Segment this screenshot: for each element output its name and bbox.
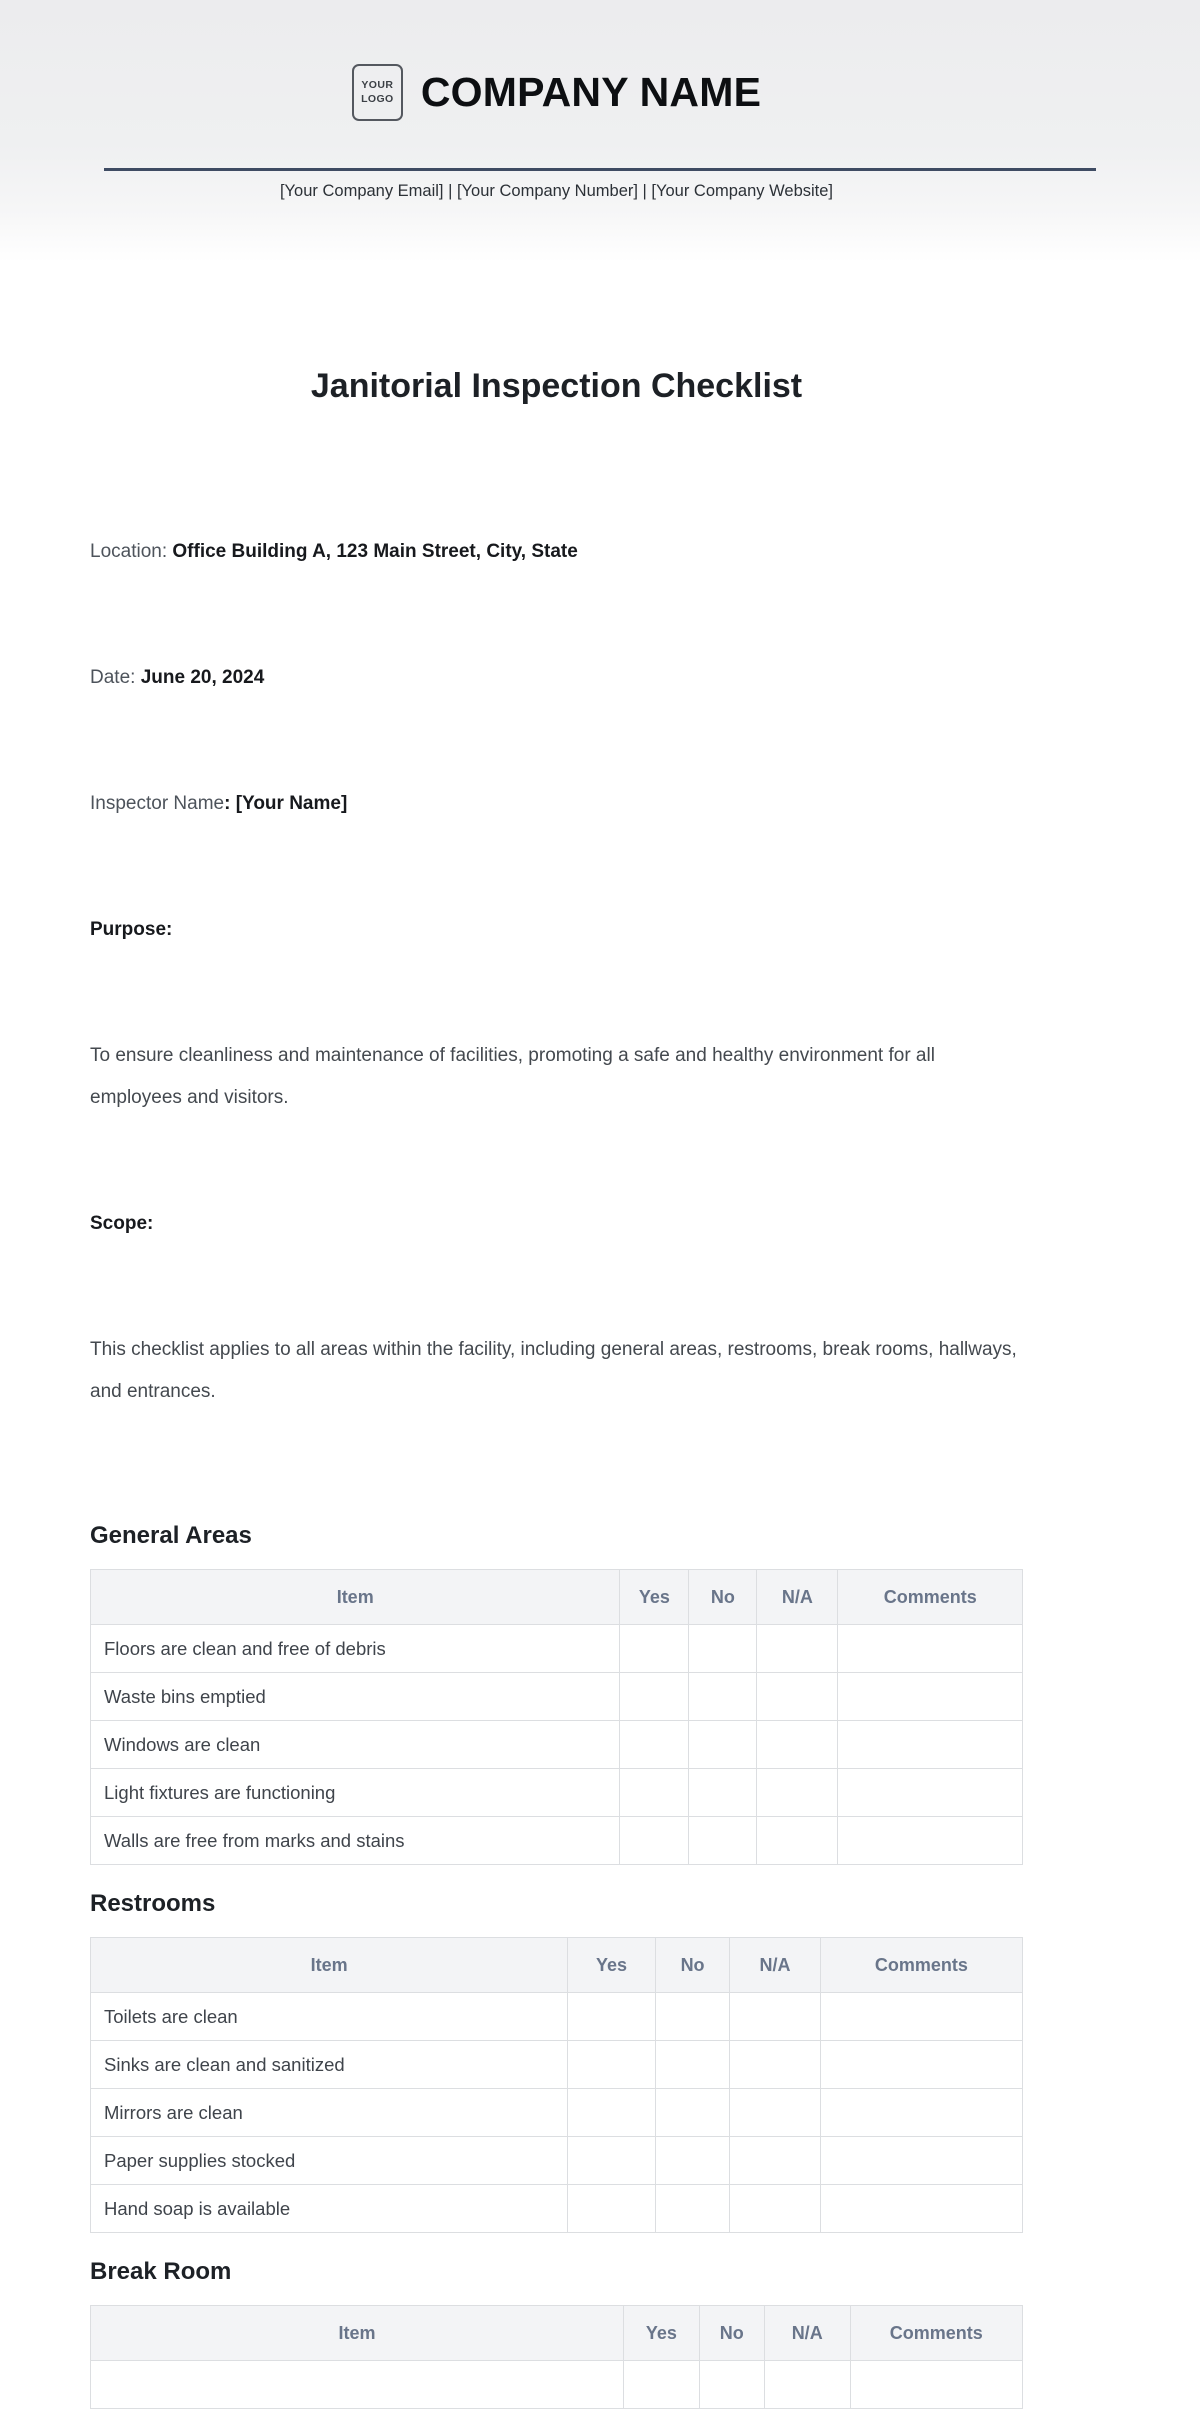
field-location-label: Location: (90, 541, 173, 562)
table-row (91, 2137, 1023, 2185)
comments-cell (820, 2185, 1022, 2233)
yes-cell (620, 1721, 689, 1769)
table-row-partial (91, 2361, 1023, 2409)
table-row (91, 1673, 1023, 1721)
table-header-row (91, 2306, 1023, 2361)
section-general-areas (90, 1521, 1023, 1865)
item-cell: Floors are clean and free of debris (91, 1625, 620, 1673)
column-header-yes: Yes (568, 1938, 656, 1993)
column-header-comments: Comments (820, 1938, 1022, 1993)
company-name: COMPANY NAME (420, 69, 762, 115)
column-header-na: N/A (757, 1570, 838, 1625)
table-row (91, 1769, 1023, 1817)
field-inspector-value: : [Your Name] (224, 793, 348, 814)
no-cell (689, 1721, 757, 1769)
column-header-no: No (699, 2306, 764, 2361)
item-cell: Walls are free from marks and stains (91, 1817, 620, 1865)
scope-text: This checklist applies to all areas within the facility, including general areas, restrooms, break rooms, hallways, and entrances. (90, 1339, 1023, 1402)
no-cell (655, 2185, 730, 2233)
na-cell (764, 2361, 850, 2409)
field-date (90, 657, 1023, 699)
comments-cell (838, 1769, 1023, 1817)
yes-cell (620, 1817, 689, 1865)
table-row (91, 1625, 1023, 1673)
purpose-text: To ensure cleanliness and maintenance of facilities, promoting a safe and healthy environment for all employees and visitors. (90, 1045, 941, 1108)
na-cell (730, 2041, 820, 2089)
item-cell: Toilets are clean (91, 1993, 568, 2041)
column-header-no: No (689, 1570, 757, 1625)
yes-cell (568, 2185, 656, 2233)
table-row (91, 2041, 1023, 2089)
table-row (91, 2089, 1023, 2137)
yes-cell (568, 2089, 656, 2137)
comments-cell (820, 2041, 1022, 2089)
field-location-value: Office Building A, 123 Main Street, City, State (172, 541, 578, 562)
column-header-yes: Yes (624, 2306, 699, 2361)
yes-cell (624, 2361, 699, 2409)
table-row (91, 1721, 1023, 1769)
comments-cell (850, 2361, 1022, 2409)
item-cell: Mirrors are clean (91, 2089, 568, 2137)
comments-cell (838, 1721, 1023, 1769)
na-cell (730, 2089, 820, 2137)
table-row (91, 1993, 1023, 2041)
checklist-table-general-areas (90, 1569, 1023, 1865)
table-header-row (91, 1570, 1023, 1625)
item-cell: Light fixtures are functioning (91, 1769, 620, 1817)
section-break-room (90, 2257, 1023, 2409)
item-cell: Sinks are clean and sanitized (91, 2041, 568, 2089)
column-header-comments: Comments (838, 1570, 1023, 1625)
column-header-item: Item (91, 1570, 620, 1625)
na-cell (757, 1817, 838, 1865)
yes-cell (620, 1625, 689, 1673)
no-cell (655, 2137, 730, 2185)
no-cell (689, 1817, 757, 1865)
section-heading-break-room: Break Room (90, 2258, 232, 2285)
logo-text-line2: LOGO (361, 92, 394, 105)
section-heading-general-areas: General Areas (90, 1522, 252, 1549)
na-cell (730, 2137, 820, 2185)
field-date-label: Date: (90, 667, 141, 688)
column-header-na: N/A (730, 1938, 820, 1993)
no-cell (655, 1993, 730, 2041)
info-block (90, 447, 1023, 1497)
contact-line: [Your Company Email] | [Your Company Number] | [Your Company Website] (279, 182, 834, 200)
comments-cell (820, 2137, 1022, 2185)
document-title: Janitorial Inspection Checklist (310, 367, 803, 405)
na-cell (757, 1673, 838, 1721)
yes-cell (568, 2041, 656, 2089)
no-cell (689, 1769, 757, 1817)
na-cell (757, 1769, 838, 1817)
field-inspector (90, 783, 1023, 825)
section-heading-restrooms: Restrooms (90, 1890, 216, 1917)
comments-cell (820, 2089, 1022, 2137)
no-cell (699, 2361, 764, 2409)
column-header-na: N/A (764, 2306, 850, 2361)
scope-label: Scope: (90, 1213, 154, 1234)
comments-cell (820, 1993, 1022, 2041)
no-cell (655, 2089, 730, 2137)
column-header-yes: Yes (620, 1570, 689, 1625)
column-header-no: No (655, 1938, 730, 1993)
no-cell (689, 1625, 757, 1673)
field-location (90, 531, 1023, 573)
company-logo-placeholder-icon (352, 64, 403, 121)
column-header-comments: Comments (850, 2306, 1022, 2361)
section-restrooms (90, 1889, 1023, 2233)
no-cell (655, 2041, 730, 2089)
column-header-item: Item (91, 2306, 624, 2361)
brand-row (90, 0, 1023, 121)
na-cell (757, 1721, 838, 1769)
table-row (91, 1817, 1023, 1865)
header-divider (104, 168, 1096, 171)
checklist-table-restrooms (90, 1937, 1023, 2233)
field-inspector-label: Inspector Name (90, 793, 225, 814)
comments-cell (838, 1817, 1023, 1865)
checklist-table-break-room (90, 2305, 1023, 2409)
na-cell (730, 1993, 820, 2041)
field-date-value: June 20, 2024 (140, 667, 265, 688)
letterhead (0, 0, 1200, 262)
item-cell: Waste bins emptied (91, 1673, 620, 1721)
comments-cell (838, 1625, 1023, 1673)
item-cell: Hand soap is available (91, 2185, 568, 2233)
logo-text-line1: YOUR (361, 79, 394, 92)
purpose-label: Purpose: (90, 919, 173, 940)
na-cell (757, 1625, 838, 1673)
item-cell: Windows are clean (91, 1721, 620, 1769)
item-cell (91, 2361, 624, 2409)
yes-cell (568, 2137, 656, 2185)
yes-cell (620, 1673, 689, 1721)
table-row (91, 2185, 1023, 2233)
na-cell (730, 2185, 820, 2233)
comments-cell (838, 1673, 1023, 1721)
document-body (90, 364, 1023, 2409)
yes-cell (620, 1769, 689, 1817)
no-cell (689, 1673, 757, 1721)
yes-cell (568, 1993, 656, 2041)
item-cell: Paper supplies stocked (91, 2137, 568, 2185)
table-header-row (91, 1938, 1023, 1993)
column-header-item: Item (91, 1938, 568, 1993)
